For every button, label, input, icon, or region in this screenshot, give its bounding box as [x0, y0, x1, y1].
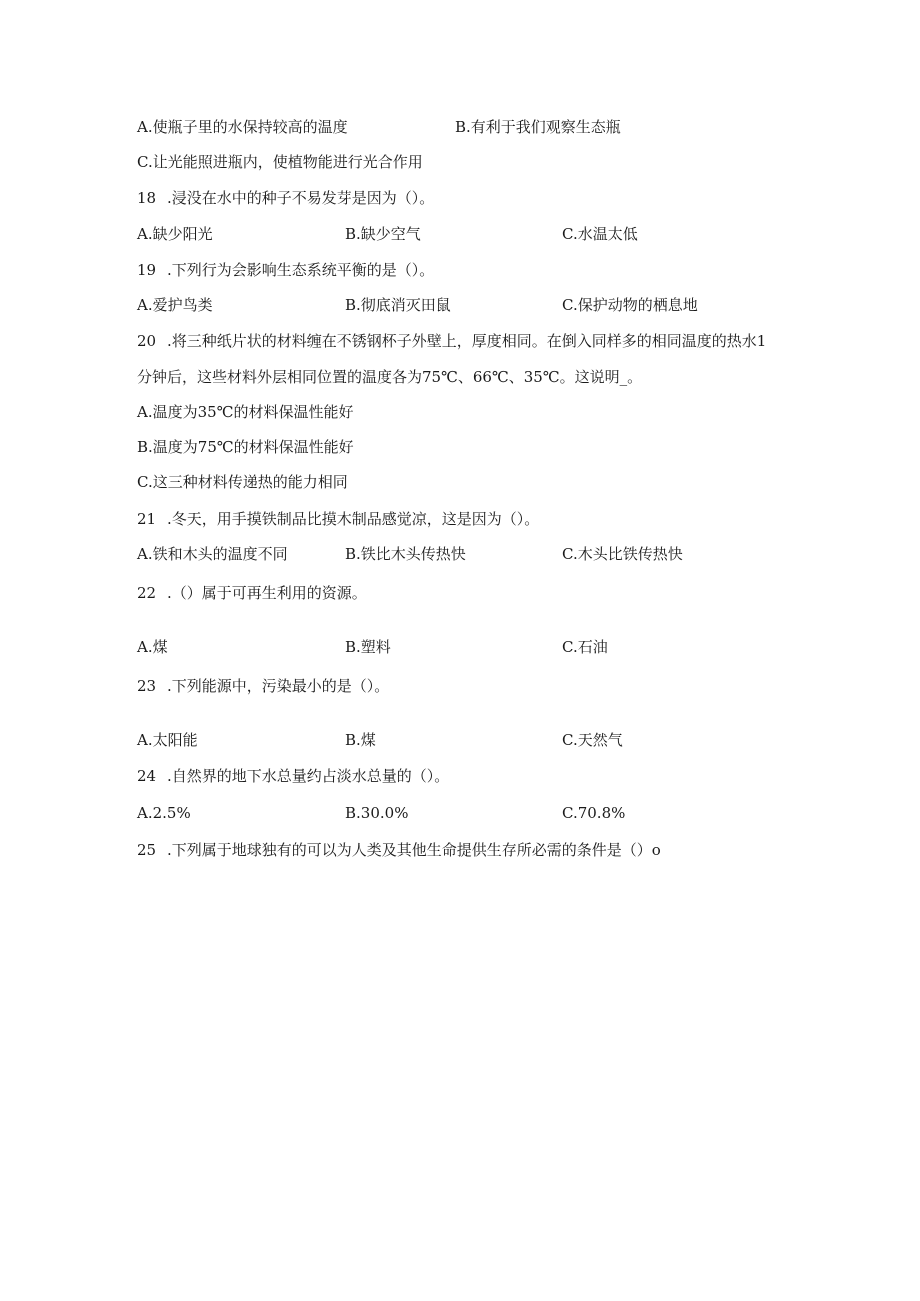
- q21-option-c: C.木头比铁传热快: [562, 545, 683, 563]
- q19-option-c: C.保护动物的栖息地: [562, 296, 698, 314]
- q20-text-line2: 分钟后，这些材料外层相同位置的温度各为75℃、66℃、35℃。这说明_。: [137, 368, 643, 386]
- q25-number: 25: [137, 841, 157, 859]
- q23-question: [137, 676, 389, 696]
- q20-option-b: B.温度为75℃的材料保温性能好: [137, 438, 354, 456]
- q21-question: [137, 509, 539, 529]
- q22-option-c: C.石油: [562, 638, 608, 656]
- q17-option-c: C.让光能照进瓶内，使植物能进行光合作用: [137, 153, 423, 171]
- q20-text-line1: .将三种纸片状的材料缠在不锈钢杯子外壁上，厚度相同。在倒入同样多的相同温度的热水1: [167, 332, 767, 350]
- q24-number: 24: [137, 767, 157, 785]
- q25-text: .下列属于地球独有的可以为人类及其他生命提供生存所必需的条件是（）o: [167, 841, 661, 859]
- q24-option-b: B.30.0%: [345, 804, 409, 822]
- q18-option-a: A.缺少阳光: [137, 225, 213, 243]
- q19-question: [137, 260, 434, 280]
- q22-text: .（）属于可再生利用的资源。: [167, 584, 367, 602]
- q21-number: 21: [137, 510, 157, 528]
- q19-option-a: A.爱护鸟类: [137, 296, 213, 314]
- q23-text: .下列能源中，污染最小的是（）。: [167, 677, 390, 695]
- q17-option-a: A.使瓶子里的水保持较高的温度: [137, 118, 348, 136]
- q18-question: [137, 188, 434, 208]
- q22-number: 22: [137, 584, 157, 602]
- q23-option-c: C.天然气: [562, 731, 623, 749]
- q18-text: .浸没在水中的种子不易发芽是因为（）。: [167, 189, 435, 207]
- q19-text: .下列行为会影响生态系统平衡的是（）。: [167, 261, 435, 279]
- q22-option-a: A.煤: [137, 638, 168, 656]
- q18-option-c: C.水温太低: [562, 225, 638, 243]
- q23-option-a: A.太阳能: [137, 731, 198, 749]
- q21-option-a: A.铁和木头的温度不同: [137, 545, 288, 563]
- q17-option-b: B.有利于我们观察生态瓶: [455, 118, 621, 136]
- q23-option-b: B.煤: [345, 731, 376, 749]
- q19-number: 19: [137, 261, 157, 279]
- q24-text: .自然界的地下水总量约占淡水总量的（）。: [167, 767, 450, 785]
- q24-option-a: A.2.5%: [137, 804, 191, 822]
- q22-option-b: B.塑料: [345, 638, 391, 656]
- q20-option-c: C.这三种材料传递热的能力相同: [137, 473, 348, 491]
- q24-question: [137, 766, 449, 786]
- q18-number: 18: [137, 189, 157, 207]
- q25-question: [137, 840, 661, 860]
- q21-text: .冬天，用手摸铁制品比摸木制品感觉凉，这是因为（）。: [167, 510, 540, 528]
- q18-option-b: B.缺少空气: [345, 225, 421, 243]
- q20-option-a: A.温度为35℃的材料保温性能好: [137, 403, 354, 421]
- q22-question: [137, 583, 367, 603]
- q20-question: [137, 331, 766, 351]
- q23-number: 23: [137, 677, 157, 695]
- q24-option-c: C.70.8%: [562, 804, 626, 822]
- q21-option-b: B.铁比木头传热快: [345, 545, 466, 563]
- q20-number: 20: [137, 332, 157, 350]
- q19-option-b: B.彻底消灭田鼠: [345, 296, 451, 314]
